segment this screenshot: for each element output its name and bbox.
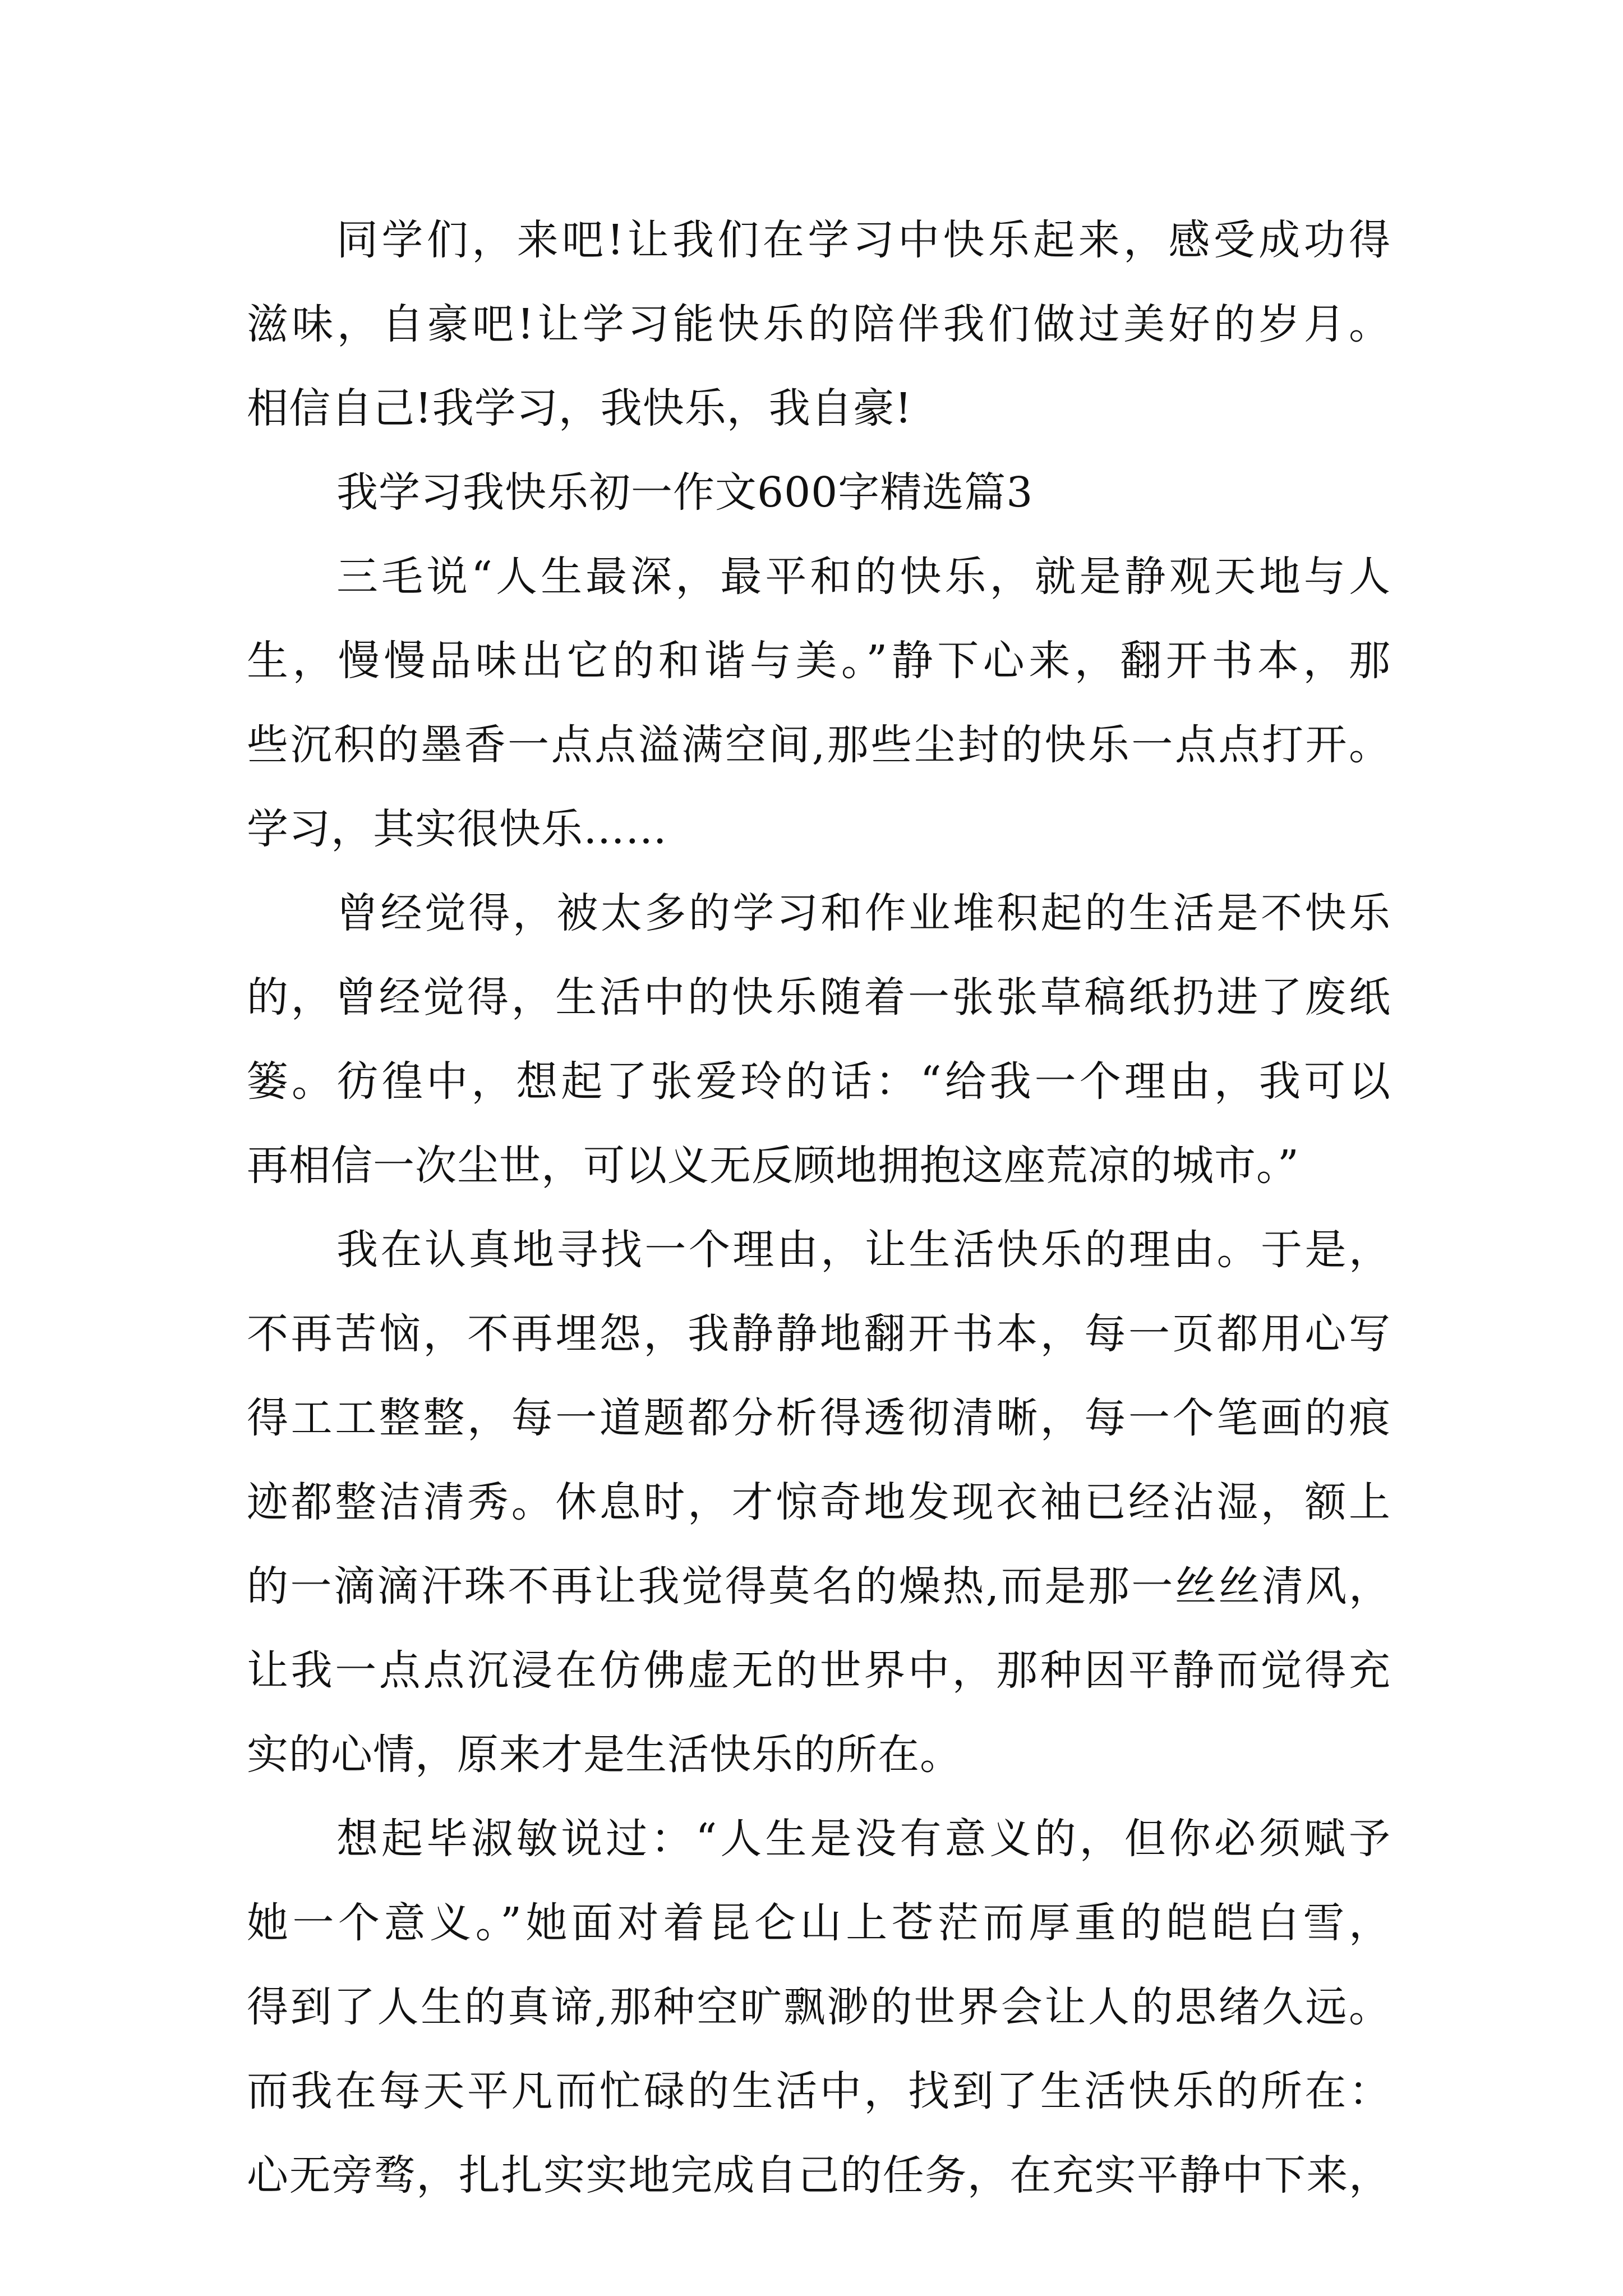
paragraph-line: 让我一点点沉浸在仿佛虚无的世界中，那种因平静而觉得充 (247, 1646, 1391, 1695)
paragraph-line: 得工工整整，每一道题都分析得透彻清晰，每一个笔画的痕 (247, 1394, 1391, 1442)
paragraph-line: 同学们，来吧!让我们在学习中快乐起来，感受成功得 (336, 216, 1391, 264)
section-heading: 我学习我快乐初一作文600字精选篇3 (336, 468, 1034, 517)
paragraph-line: 学习，其实很快乐…… (247, 805, 667, 853)
paragraph-line: 想起毕淑敏说过：“人生是没有意义的，但你必须赋予 (336, 1815, 1391, 1863)
paragraph-line: 心无旁骛，扎扎实实地完成自己的任务，在充实平静中下来， (247, 2151, 1391, 2200)
paragraph-line: 滋味，自豪吧!让学习能快乐的陪伴我们做过美好的岁月。 (247, 300, 1391, 348)
paragraph-line: 实的心情，原来才是生活快乐的所在。 (247, 1731, 962, 1779)
paragraph-line: 生，慢慢品味出它的和谐与美。”静下心来，翻开书本，那 (247, 637, 1391, 685)
paragraph-line: 迹都整洁清秀。休息时，才惊奇地发现衣袖已经沾湿，额上 (247, 1478, 1391, 1526)
paragraph-line: 不再苦恼，不再埋怨，我静静地翻开书本，每一页都用心写 (247, 1310, 1391, 1358)
paragraph-line: 的一滴滴汗珠不再让我觉得莫名的燥热,而是那一丝丝清风， (247, 1562, 1391, 1611)
paragraph-line: 再相信一次尘世，可以义无反顾地拥抱这座荒凉的城市。” (247, 1142, 1299, 1190)
paragraph-line: 三毛说“人生最深，最平和的快乐，就是静观天地与人 (336, 553, 1391, 601)
paragraph-line: 她一个意义。”她面对着昆仑山上苍茫而厚重的皑皑白雪， (247, 1899, 1391, 1947)
paragraph-line: 而我在每天平凡而忙碌的生活中，找到了生活快乐的所在： (247, 2067, 1391, 2115)
paragraph-line: 得到了人生的真谛,那种空旷飘渺的世界会让人的思绪久远。 (247, 1983, 1391, 2031)
paragraph-line: 的，曾经觉得，生活中的快乐随着一张张草稿纸扔进了废纸 (247, 973, 1391, 1022)
paragraph-line: 相信自己!我学习，我快乐，我自豪! (247, 384, 912, 432)
paragraph-line: 些沉积的墨香一点点溢满空间,那些尘封的快乐一点点打开。 (247, 721, 1391, 769)
paragraph-line: 曾经觉得，被太多的学习和作业堆积起的生活是不快乐 (336, 889, 1391, 937)
paragraph-line: 我在认真地寻找一个理由，让生活快乐的理由。于是， (336, 1226, 1391, 1274)
paragraph-line: 篓。彷徨中，想起了张爱玲的话：“给我一个理由，我可以 (247, 1057, 1391, 1106)
